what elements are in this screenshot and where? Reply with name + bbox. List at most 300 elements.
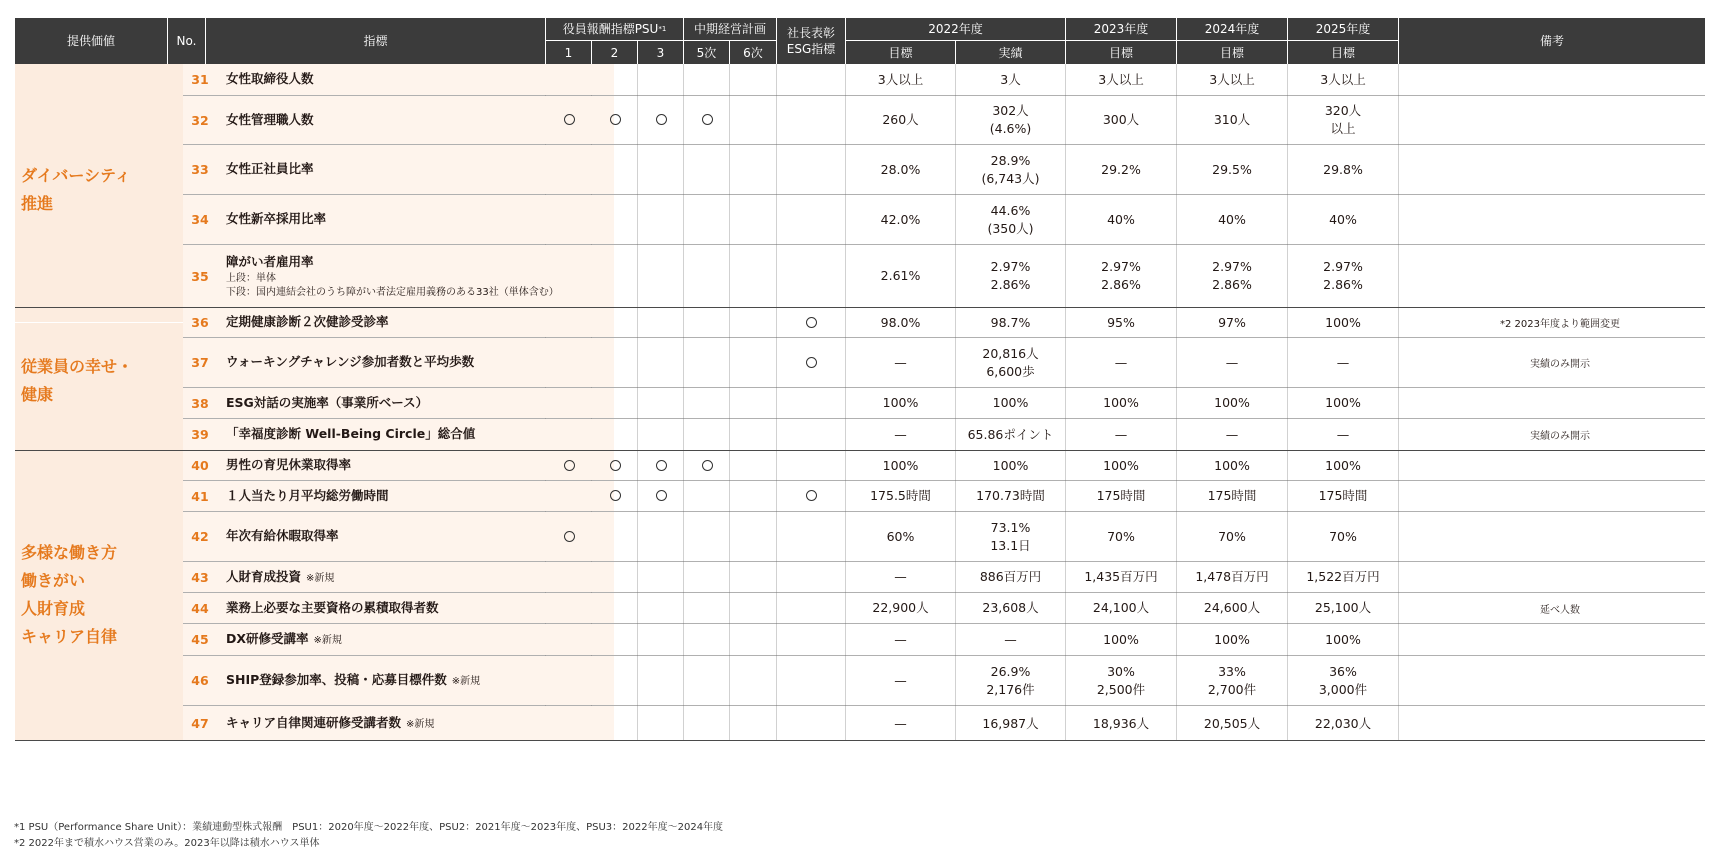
header-2025-target: 目標 — [1288, 41, 1398, 64]
value-line: 175時間 — [1096, 488, 1146, 503]
indicator-name — [226, 593, 611, 623]
indicator-label: 女性管理職人数 — [226, 111, 314, 127]
value-cell-a22 — [956, 145, 1065, 194]
value-cell-a22 — [956, 64, 1065, 95]
remark-cell — [1415, 481, 1705, 511]
indicator-line — [226, 425, 611, 444]
value-line: 2.97% — [1101, 259, 1141, 274]
value-line: 2.97% — [990, 259, 1031, 274]
value-line: 6,600歩 — [986, 363, 1035, 379]
row-number: 40 — [191, 458, 209, 473]
header-2022-target: 目標 — [846, 41, 955, 64]
row-divider — [183, 480, 1705, 481]
value-cell-a22 — [956, 338, 1065, 387]
header-psu-2: 2 — [592, 41, 637, 64]
value-line: 70% — [1107, 528, 1135, 544]
remark-cell — [1415, 388, 1705, 418]
value-line: 29.2% — [1101, 161, 1141, 177]
value-line: 100% — [882, 395, 919, 410]
header-2022-actual: 実績 — [956, 41, 1065, 64]
indicator-line — [226, 313, 611, 332]
value-line: 23,608人 — [982, 600, 1039, 615]
indicator-label: 業務上必要な主要資格の累積取得者数 — [226, 599, 439, 615]
value-cell-t23 — [1066, 419, 1176, 450]
value-line: — — [1336, 354, 1350, 370]
value-cell-t25 — [1288, 562, 1398, 592]
indicator-label: キャリア自律関連研修受講者数 — [226, 715, 402, 730]
value-cell-t24 — [1177, 145, 1287, 194]
value-line: 26.9% — [990, 663, 1031, 679]
value-line: 100% — [1103, 457, 1139, 473]
indicator-line — [226, 714, 611, 733]
remark-cell — [1415, 96, 1705, 144]
value-cell-t23 — [1066, 481, 1176, 511]
kpi-table — [15, 18, 1705, 808]
indicator-name — [226, 96, 611, 144]
value-line: 36% — [1329, 663, 1357, 679]
value-cell-t23 — [1066, 388, 1176, 418]
row-divider — [183, 144, 1705, 145]
indicator-line — [226, 599, 611, 618]
value-line: 95% — [1107, 314, 1135, 330]
row-divider — [183, 337, 1705, 338]
value-cell-t22 — [846, 562, 955, 592]
value-line: 70% — [1329, 528, 1357, 544]
indicator-subnote: 下段：国内連結会社のうち障がい者法定雇用義務のある33社（単体含む） — [226, 286, 559, 298]
value-cell-t22 — [846, 245, 955, 307]
indicator-name — [226, 512, 611, 561]
value-cell-t25 — [1288, 64, 1398, 95]
value-cell-t25 — [1288, 96, 1398, 144]
header-remarks: 備考 — [1399, 18, 1705, 64]
row-number: 43 — [191, 569, 209, 585]
value-cell-t22 — [846, 388, 955, 418]
value-cell-t23 — [1066, 96, 1176, 144]
value-cell-t23 — [1066, 512, 1176, 561]
value-line: 175時間 — [1207, 488, 1257, 503]
category-label: ダイバーシティ 推進 — [21, 166, 131, 213]
footnote-1: *1 PSU（Performance Share Unit）：業績連動型株式報酬 PSU1：2020年度～2022年度、PSU2：2021年度～2023年度、PSU3：2022年度～2024年度 — [14, 822, 724, 833]
section-divider — [15, 307, 1705, 308]
new-badge: ※新規 — [406, 719, 435, 730]
value-line: 22,900人 — [872, 600, 929, 615]
indicator-name — [226, 145, 611, 194]
value-line: 3人以上 — [1209, 71, 1255, 87]
value-cell-a22 — [956, 96, 1065, 144]
value-cell-t23 — [1066, 338, 1176, 387]
header-psu-note: *1 — [658, 25, 667, 33]
value-cell-t24 — [1177, 512, 1287, 561]
value-cell-t22 — [846, 706, 955, 741]
category-label: 従業員の幸せ・ 健康 — [21, 357, 134, 404]
indicator-name — [226, 64, 611, 95]
indicator-name — [226, 245, 611, 307]
value-cell-t23 — [1066, 64, 1176, 95]
row-divider — [183, 244, 1705, 245]
value-cell-t24 — [1177, 308, 1287, 337]
value-cell-t23 — [1066, 593, 1176, 623]
value-line: 100% — [1325, 631, 1361, 647]
value-cell-a22 — [956, 706, 1065, 741]
value-line: 65.86ポイント — [967, 426, 1054, 442]
indicator-label: １人当たり月平均総労働時間 — [226, 487, 389, 503]
remark-cell — [1415, 145, 1705, 194]
header-ceo-line2: ESG指標 — [786, 42, 836, 56]
value-line: 40% — [1218, 211, 1246, 227]
indicator-line — [226, 353, 611, 372]
value-line: 以上 — [1330, 121, 1356, 136]
value-cell-t23 — [1066, 245, 1176, 307]
value-line: 18,936人 — [1092, 715, 1150, 731]
value-cell-t24 — [1177, 388, 1287, 418]
value-cell-t25 — [1288, 338, 1398, 387]
header-2024: 2024年度 — [1177, 18, 1287, 40]
value-line: 2,500件 — [1096, 681, 1146, 697]
value-line: 100% — [992, 395, 1029, 410]
value-line: — — [1114, 354, 1128, 370]
value-line: 100% — [1214, 395, 1250, 410]
value-line: 98.7% — [990, 314, 1031, 330]
value-line: 1,522百万円 — [1306, 569, 1380, 584]
value-line: 2.97% — [1323, 259, 1363, 274]
value-line: 170.73時間 — [976, 488, 1045, 503]
circle-mark-psu1 — [564, 460, 575, 471]
column-divider — [729, 64, 730, 741]
new-badge: ※新規 — [313, 635, 342, 646]
indicator-line — [226, 394, 611, 413]
column-divider — [1398, 64, 1399, 741]
value-line: 60% — [886, 528, 915, 544]
header-2023: 2023年度 — [1066, 18, 1176, 40]
header-value: 提供価値 — [15, 18, 167, 64]
indicator-line — [226, 210, 611, 229]
remark-cell: 延べ人数 — [1540, 604, 1580, 616]
indicator-label: 人財育成投資 — [226, 568, 302, 584]
remark-cell — [1415, 624, 1705, 655]
value-line: 3人以上 — [877, 71, 924, 87]
value-cell-t22 — [846, 656, 955, 705]
value-cell-t25 — [1288, 451, 1398, 480]
value-cell-t25 — [1288, 145, 1398, 194]
circle-mark-psu1 — [564, 114, 575, 125]
value-cell-t25 — [1288, 656, 1398, 705]
value-line: — — [894, 631, 907, 647]
value-line: 3人 — [1000, 71, 1021, 87]
header-psu-label: 役員報酬指標PSU — [562, 22, 659, 36]
row-number: 41 — [191, 488, 209, 504]
remark-cell — [1415, 562, 1705, 592]
remark-cell: 実績のみ開示 — [1530, 359, 1590, 370]
value-cell-t24 — [1177, 451, 1287, 480]
row-number: 38 — [191, 395, 209, 411]
value-line: 300人 — [1102, 112, 1140, 127]
header-indicator: 指標 — [206, 18, 545, 64]
value-cell-t24 — [1177, 96, 1287, 144]
row-divider — [183, 95, 1705, 96]
value-cell-a22 — [956, 624, 1065, 655]
value-line: 310人 — [1213, 112, 1251, 127]
value-cell-t23 — [1066, 562, 1176, 592]
value-line: 302人 — [992, 103, 1029, 118]
row-number: 46 — [191, 673, 209, 688]
value-line: 100% — [1325, 457, 1361, 473]
remark-cell — [1415, 656, 1705, 705]
value-line: 2.61% — [880, 268, 921, 283]
remark-cell — [1415, 245, 1705, 307]
column-divider — [637, 64, 638, 741]
value-cell-t25 — [1288, 195, 1398, 244]
indicator-name — [226, 451, 611, 480]
value-cell-t24 — [1177, 419, 1287, 450]
value-cell-t25 — [1288, 388, 1398, 418]
value-line: — — [894, 354, 907, 370]
indicator-label: ESG対話の実施率（事業所ベース） — [226, 394, 429, 410]
indicator-label: 女性取締役人数 — [226, 71, 314, 86]
value-line: 100% — [882, 457, 919, 473]
indicator-name — [226, 706, 611, 741]
value-line: — — [894, 672, 907, 688]
circle-mark-psu1 — [564, 531, 575, 542]
row-number: 44 — [191, 600, 209, 616]
value-cell-t25 — [1288, 419, 1398, 450]
value-cell-a22 — [956, 419, 1065, 450]
value-cell-t23 — [1066, 656, 1176, 705]
indicator-line — [226, 630, 611, 649]
value-cell-a22 — [956, 451, 1065, 480]
value-line: 70% — [1218, 528, 1246, 544]
value-line: 100% — [1325, 314, 1361, 330]
row-number: 31 — [191, 72, 209, 87]
value-line: 3人以上 — [1098, 71, 1144, 87]
value-line: 16,987人 — [982, 715, 1039, 731]
value-cell-t25 — [1288, 481, 1398, 511]
row-divider — [183, 623, 1705, 624]
indicator-line — [226, 671, 611, 690]
value-cell-t25 — [1288, 308, 1398, 337]
value-cell-t24 — [1177, 64, 1287, 95]
value-line: 100% — [1325, 395, 1361, 410]
value-cell-a22 — [956, 562, 1065, 592]
value-cell-t22 — [846, 419, 955, 450]
indicator-label: 男性の育児休業取得率 — [226, 457, 352, 472]
value-line: 2.86% — [1212, 277, 1252, 292]
category-wellbeing — [15, 323, 183, 450]
circle-mark-ceo — [806, 317, 817, 328]
indicator-name — [226, 419, 611, 450]
row-number: 35 — [191, 268, 209, 284]
indicator-name — [226, 195, 611, 244]
value-line: 29.5% — [1212, 161, 1252, 177]
circle-mark-psu3 — [656, 114, 667, 125]
indicator-line — [226, 160, 611, 179]
remark-cell — [1415, 512, 1705, 561]
indicator-label: DX研修受講率 — [226, 631, 309, 646]
value-cell-t25 — [1288, 245, 1398, 307]
value-cell-t24 — [1177, 624, 1287, 655]
value-cell-t25 — [1288, 593, 1398, 623]
row-number: 33 — [191, 162, 209, 177]
value-cell-a22 — [956, 593, 1065, 623]
value-cell-t22 — [846, 593, 955, 623]
value-cell-a22 — [956, 308, 1065, 337]
value-line: 2.86% — [1323, 277, 1363, 292]
value-cell-a22 — [956, 245, 1065, 307]
value-cell-t24 — [1177, 706, 1287, 741]
indicator-label: 障がい者雇用率 — [226, 253, 314, 269]
column-divider — [683, 64, 684, 741]
indicator-line — [226, 568, 611, 587]
value-line: 886百万円 — [979, 569, 1042, 584]
value-cell-t25 — [1288, 512, 1398, 561]
value-line: 260人 — [882, 112, 919, 127]
value-cell-t22 — [846, 145, 955, 194]
row-divider — [183, 511, 1705, 512]
header-midterm-5: 5次 — [684, 41, 729, 64]
value-line: 3,000件 — [1318, 681, 1368, 697]
value-cell-t22 — [846, 195, 955, 244]
value-line: — — [1004, 631, 1017, 647]
value-line: 175.5時間 — [870, 488, 931, 503]
value-line: 320人 — [1324, 103, 1362, 118]
circle-mark-psu2 — [610, 114, 621, 125]
value-cell-a22 — [956, 388, 1065, 418]
row-divider — [183, 655, 1705, 656]
value-cell-t25 — [1288, 706, 1398, 741]
remark-cell: 実績のみ開示 — [1530, 431, 1590, 442]
value-line: 100% — [1103, 631, 1139, 647]
value-line: 1,435百万円 — [1084, 569, 1158, 584]
header-2022: 2022年度 — [846, 18, 1065, 40]
indicator-subnote: 上段：単体 — [226, 272, 276, 284]
indicator-line — [226, 487, 611, 506]
row-divider — [183, 705, 1705, 706]
indicator-name — [226, 562, 611, 592]
row-number: 39 — [191, 427, 209, 442]
value-line: 2.86% — [1101, 277, 1141, 292]
circle-mark-mid5 — [702, 114, 713, 125]
value-line: 1,478百万円 — [1195, 569, 1269, 584]
value-line: — — [1336, 426, 1350, 442]
value-cell-a22 — [956, 195, 1065, 244]
value-line: 40% — [1107, 211, 1135, 227]
row-number: 42 — [191, 529, 209, 544]
value-line: 100% — [1214, 457, 1250, 473]
value-line: 28.9% — [990, 152, 1031, 168]
row-divider — [183, 387, 1705, 388]
value-cell-t22 — [846, 64, 955, 95]
circle-mark-ceo — [806, 490, 817, 501]
value-line: 2.86% — [990, 277, 1031, 292]
value-line: 2,176件 — [986, 681, 1035, 697]
header-psu-1: 1 — [546, 41, 591, 64]
circle-mark-psu3 — [656, 460, 667, 471]
value-line: 25,100人 — [1314, 600, 1372, 615]
indicator-line — [226, 111, 611, 130]
indicator-line — [226, 253, 611, 272]
circle-mark-ceo — [806, 357, 817, 368]
indicator-label: ウォーキングチャレンジ参加者数と平均歩数 — [226, 354, 475, 369]
indicator-label: 「幸福度診断 Well-Being Circle」総合値 — [226, 426, 476, 441]
value-line: (6,743人) — [981, 170, 1040, 186]
category-workstyle — [15, 451, 183, 741]
indicator-name — [226, 481, 611, 511]
value-cell-t23 — [1066, 706, 1176, 741]
circle-mark-psu2 — [610, 490, 621, 501]
indicator-name — [226, 656, 611, 705]
value-cell-t22 — [846, 451, 955, 480]
value-line: 73.1% — [990, 519, 1031, 535]
value-line: (350人) — [987, 220, 1034, 236]
remark-cell — [1415, 706, 1705, 741]
value-line: — — [894, 569, 907, 584]
value-line: 22,030人 — [1314, 715, 1372, 731]
remark-cell — [1415, 451, 1705, 480]
category-label: 多様な働き方 働きがい 人財育成 キャリア自律 — [21, 543, 118, 646]
value-line: 2.97% — [1212, 259, 1252, 274]
category-diversity — [15, 64, 183, 322]
value-line: 30% — [1107, 663, 1135, 679]
value-cell-t22 — [846, 308, 955, 337]
value-cell-a22 — [956, 656, 1065, 705]
value-cell-t24 — [1177, 593, 1287, 623]
value-line: (4.6%) — [989, 121, 1032, 136]
header-2023-target: 目標 — [1066, 41, 1176, 64]
value-line: — — [894, 715, 907, 731]
header-2024-target: 目標 — [1177, 41, 1287, 64]
value-line: 44.6% — [990, 202, 1031, 218]
indicator-label: 年次有給休暇取得率 — [226, 528, 339, 543]
row-number: 32 — [191, 112, 209, 128]
section-divider — [15, 740, 1705, 741]
value-cell-t22 — [846, 338, 955, 387]
indicator-name — [226, 308, 611, 337]
new-badge: ※新規 — [306, 572, 335, 584]
value-cell-t24 — [1177, 245, 1287, 307]
header-midterm-6: 6次 — [730, 41, 776, 64]
value-cell-t22 — [846, 481, 955, 511]
value-cell-t24 — [1177, 562, 1287, 592]
value-line: 29.8% — [1323, 161, 1363, 177]
value-line: 2,700件 — [1207, 681, 1257, 697]
row-divider — [183, 592, 1705, 593]
column-divider — [776, 64, 777, 741]
footnote-2: *2 2022年まで積水ハウス営業のみ。2023年以降は積水ハウス単体 — [14, 838, 320, 849]
value-cell-a22 — [956, 512, 1065, 561]
new-badge: ※新規 — [451, 676, 481, 687]
value-cell-t23 — [1066, 451, 1176, 480]
circle-mark-psu2 — [610, 460, 621, 471]
row-divider — [183, 418, 1705, 419]
indicator-line — [226, 70, 611, 89]
value-line: 24,600人 — [1203, 600, 1261, 615]
value-line: 20,816人 — [982, 345, 1039, 361]
indicator-name — [226, 338, 611, 387]
value-line: 28.0% — [880, 161, 921, 177]
circle-mark-mid5 — [702, 460, 713, 471]
row-number: 45 — [191, 632, 209, 647]
value-line: 40% — [1329, 211, 1357, 227]
value-line: — — [1225, 426, 1239, 442]
value-line: 3人以上 — [1320, 71, 1366, 87]
value-cell-t24 — [1177, 656, 1287, 705]
row-number: 36 — [191, 315, 209, 330]
header-2025: 2025年度 — [1288, 18, 1398, 40]
value-line: 33% — [1218, 663, 1246, 679]
value-line: — — [1225, 354, 1239, 370]
indicator-label: 女性新卒採用比率 — [226, 211, 327, 226]
row-number: 47 — [191, 716, 209, 731]
circle-mark-psu3 — [656, 490, 667, 501]
